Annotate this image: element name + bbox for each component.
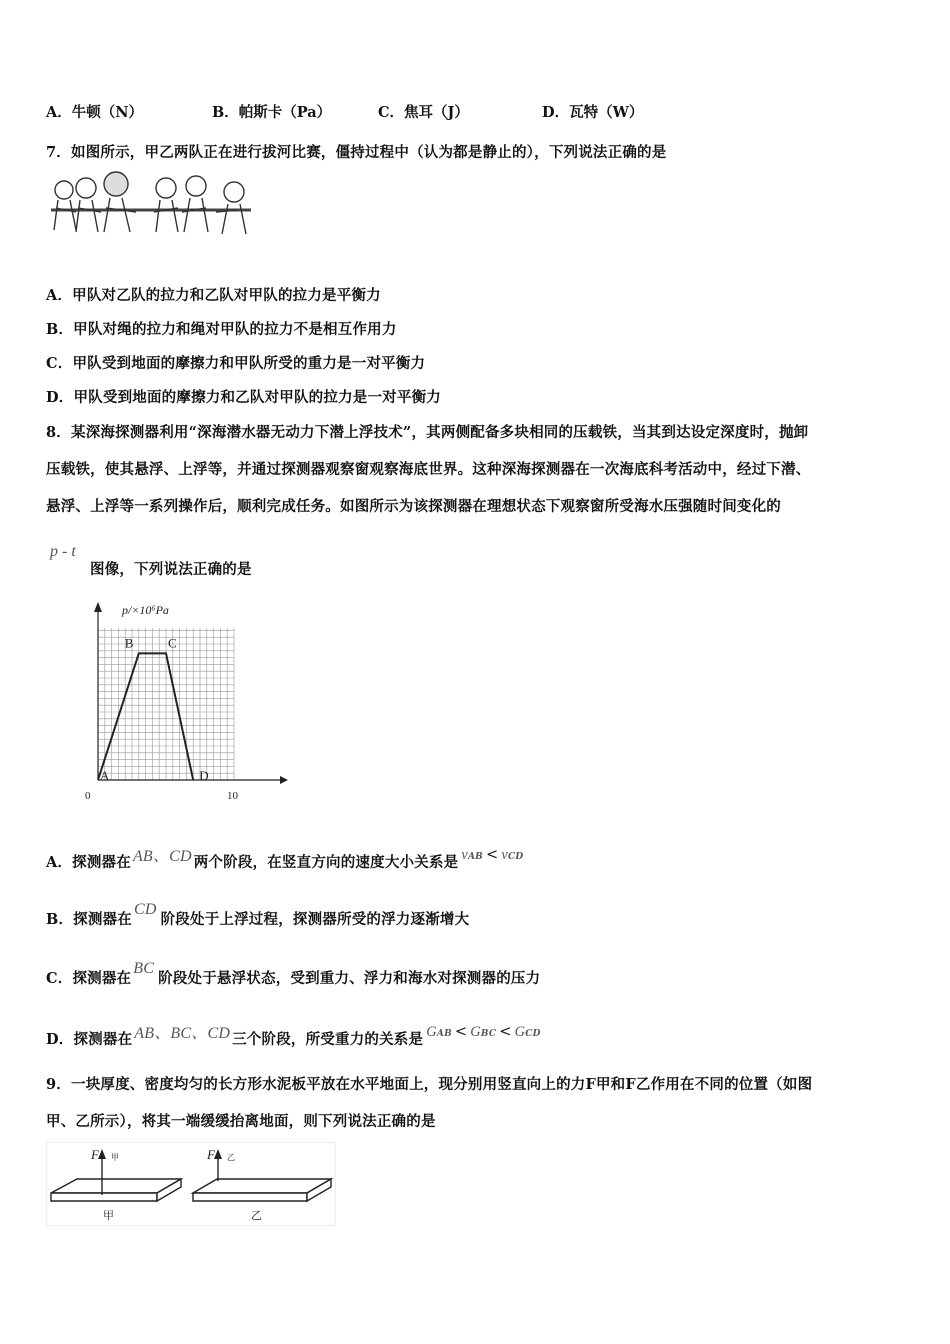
q8-option-c bbox=[46, 960, 541, 988]
q8-stem-line1: 8．某深海探测器利用“深海潜水器无动力下潜上浮技术”，其两侧配备多块相同的压载铁，当其到达设定深度时，抛卸 bbox=[46, 424, 809, 441]
x-tick-10: 10 bbox=[227, 790, 238, 802]
pressure-time-chart bbox=[80, 598, 290, 808]
q6-option-b: B．帕斯卡（Pa） bbox=[212, 104, 332, 121]
g-sub-2: BC bbox=[480, 1029, 497, 1039]
y-axis-label: p/×10⁶Pa bbox=[122, 603, 169, 617]
q8-stem-line2: 压载铁，使其悬浮、上浮等，并通过探测器观察窗观察海底世界。这种深海探测器在一次海底科考活动中，经过下潜、 bbox=[46, 461, 811, 478]
q8-option-c-prefix: C．探测器在 bbox=[46, 970, 132, 987]
force-left-label: F bbox=[91, 1147, 99, 1162]
q8-option-a-prefix: A．探测器在 bbox=[46, 854, 131, 871]
q9-stem-line1: 9．一块厚度、密度均匀的长方形水泥板平放在水平地面上，现分别用竖直向上的力F甲和F乙作用在不同的位置（如图 bbox=[46, 1076, 813, 1093]
q8-option-a-math: AB、CD bbox=[132, 848, 192, 865]
q9-stem-line2: 甲、乙所示），将其一端缓缓抬离地面，则下列说法正确的是 bbox=[46, 1113, 436, 1130]
force-right-sub: 乙 bbox=[227, 1153, 235, 1162]
slab-right-front bbox=[193, 1193, 307, 1201]
caption-right: 乙 bbox=[251, 1210, 262, 1222]
g-symbol-3: G bbox=[514, 1024, 526, 1040]
y-axis-arrow bbox=[94, 602, 102, 612]
q6-option-a: A．牛顿（N） bbox=[46, 104, 144, 121]
q8-option-a-formula bbox=[461, 846, 523, 863]
q8-option-a-mid: 两个阶段，在竖直方向的速度大小关系是 bbox=[193, 854, 459, 871]
g-sub-1: AB bbox=[436, 1029, 452, 1039]
point-label-A: A bbox=[100, 768, 110, 783]
v-sub-1: AB bbox=[467, 852, 483, 862]
q8-option-b-prefix: B．探测器在 bbox=[46, 911, 132, 928]
point-label-B: B bbox=[124, 635, 134, 651]
force-left-sub: 甲 bbox=[111, 1153, 119, 1162]
slab-illustration bbox=[47, 1143, 335, 1225]
point-label-C: C bbox=[168, 635, 177, 651]
q8-option-c-suffix: 阶段处于悬浮状态，受到重力、浮力和海水对探测器的压力 bbox=[158, 970, 541, 987]
q8-stem-line4: 图像，下列说法正确的是 bbox=[90, 561, 252, 578]
q8-stem-line3: 悬浮、上浮等一系列操作后，顺利完成任务。如图所示为该探测器在理想状态下观察窗所受海水压强随时间变化的 bbox=[46, 498, 781, 515]
g-sub-3: CD bbox=[525, 1029, 541, 1039]
point-label-D: D bbox=[199, 768, 209, 783]
q8-option-b bbox=[46, 901, 470, 929]
v-sub-2: CD bbox=[507, 852, 524, 862]
q7-option-b: B．甲队对绳的拉力和绳对甲队的拉力不是相互作用力 bbox=[46, 321, 397, 338]
q8-option-a bbox=[46, 849, 523, 872]
q8-option-b-suffix: 阶段处于上浮过程，探测器所受的浮力逐渐增大 bbox=[160, 911, 470, 928]
less-than-2: < bbox=[454, 1024, 468, 1040]
q8-option-d-math: AB、BC、CD bbox=[134, 1025, 231, 1042]
q8-option-d-mid: 三个阶段，所受重力的关系是 bbox=[232, 1031, 424, 1048]
less-than-1: < bbox=[485, 847, 499, 863]
q6-option-c: C．焦耳（J） bbox=[378, 104, 469, 121]
q8-option-d-formula bbox=[426, 1023, 540, 1040]
x-axis-arrow bbox=[280, 776, 288, 784]
force-left-arrow bbox=[98, 1149, 106, 1159]
pt-symbol: p - t bbox=[50, 543, 76, 560]
less-than-3: < bbox=[499, 1024, 512, 1040]
g-symbol-1: G bbox=[426, 1024, 437, 1040]
q6-option-d: D．瓦特（W） bbox=[542, 104, 644, 121]
q8-option-c-math: BC bbox=[133, 960, 155, 977]
q8-option-d bbox=[46, 1026, 541, 1049]
q7-option-a: A．甲队对乙队的拉力和乙队对甲队的拉力是平衡力 bbox=[46, 287, 381, 304]
caption-left: 甲 bbox=[103, 1210, 114, 1222]
chart-grid bbox=[98, 628, 234, 780]
v-symbol-1: v bbox=[461, 847, 468, 863]
slab-left-front bbox=[51, 1193, 157, 1201]
q7-option-d: D．甲队受到地面的摩擦力和乙队对甲队的拉力是一对平衡力 bbox=[46, 389, 441, 406]
x-tick-0: 0 bbox=[85, 790, 91, 802]
q7-option-c: C．甲队受到地面的摩擦力和甲队所受的重力是一对平衡力 bbox=[46, 355, 426, 372]
force-right-label: F bbox=[207, 1147, 215, 1162]
pressure-time-chart-svg bbox=[80, 598, 290, 808]
q8-option-b-math: CD bbox=[133, 901, 157, 918]
tug-of-war-figure bbox=[46, 170, 256, 245]
q7-stem: 7．如图所示，甲乙两队正在进行拔河比赛，僵持过程中（认为都是静止的），下列说法正确的是 bbox=[46, 144, 667, 161]
slab-figure bbox=[46, 1142, 336, 1226]
force-right-arrow bbox=[214, 1149, 222, 1159]
tug-of-war-illustration bbox=[46, 170, 256, 245]
v-symbol-2: v bbox=[501, 847, 508, 863]
g-symbol-2: G bbox=[470, 1024, 481, 1040]
q8-option-d-prefix: D．探测器在 bbox=[46, 1031, 133, 1048]
